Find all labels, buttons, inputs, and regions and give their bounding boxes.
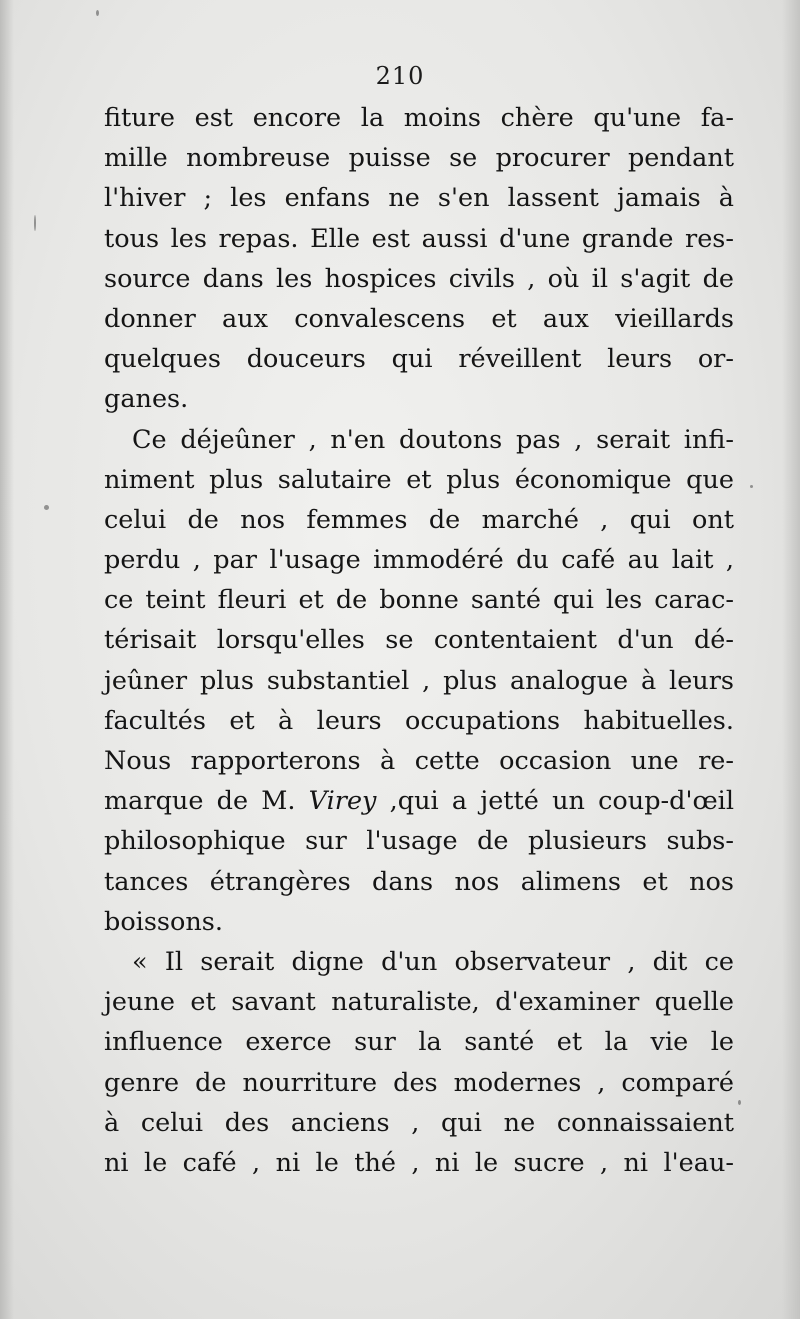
text-line: facultés et à leurs occupations habituelles. xyxy=(104,705,734,736)
text-line-virey xyxy=(104,781,734,821)
text-line: celui de nos femmes de marché , qui ont xyxy=(104,504,734,535)
text-line: Nous rapporterons à cette occasion une re- xyxy=(104,746,734,776)
text-line: l'hiver ; les enfans ne s'en lassent jamais à xyxy=(104,183,734,214)
text-line: influence exerce sur la santé et la vie le xyxy=(104,1027,734,1058)
text-line: perdu , par l'usage immodéré du café au lait , xyxy=(104,545,734,576)
paper-speck xyxy=(44,505,49,510)
text-line: Ce déjeûner , n'en doutons pas , serait infi- xyxy=(132,424,734,455)
paper-speck xyxy=(96,10,99,16)
page-shadow-right xyxy=(782,0,800,1319)
text-line: fiture est encore la moins chère qu'une fa- xyxy=(104,103,734,133)
page-number: 210 xyxy=(375,62,425,90)
paper-speck xyxy=(750,485,753,488)
text-line: ganes. xyxy=(104,384,189,415)
text-line: ce teint fleuri et de bonne santé qui les carac- xyxy=(104,585,734,616)
text-line: à celui des anciens , qui ne connaissaient xyxy=(104,1107,734,1138)
text-segment: marque de M. xyxy=(104,786,309,817)
text-line: philosophique sur l'usage de plusieurs subs- xyxy=(104,826,734,857)
text-line: mille nombreuse puisse se procurer pendant xyxy=(104,143,734,174)
text-line: genre de nourriture des modernes , comparé xyxy=(104,1067,734,1098)
paper-speck xyxy=(738,1100,741,1105)
paper-speck xyxy=(34,215,36,231)
body-text xyxy=(104,98,734,1183)
author-name-italic: Virey xyxy=(308,786,377,817)
text-line: source dans les hospices civils , où il s'agit de xyxy=(104,263,734,294)
text-line: jeûner plus substantiel , plus analogue à leurs xyxy=(104,665,734,696)
text-line: niment plus salutaire et plus économique que xyxy=(104,464,734,495)
text-line: ni le café , ni le thé , ni le sucre , ni l'eau- xyxy=(104,1147,734,1178)
page-shadow-left xyxy=(0,0,14,1319)
text-line: quelques douceurs qui réveillent leurs or- xyxy=(104,344,734,375)
text-line: tances étrangères dans nos alimens et nos xyxy=(104,866,734,897)
text-segment: ,qui a jetté un coup-d'œil xyxy=(376,786,734,817)
text-line: tous les repas. Elle est aussi d'une grande res- xyxy=(104,223,734,254)
text-line: térisait lorsqu'elles se contentaient d'un dé- xyxy=(104,625,734,656)
text-line: jeune et savant naturaliste, d'examiner quelle xyxy=(104,987,734,1018)
text-line: boissons. xyxy=(104,906,223,937)
text-line: donner aux convalescens et aux vieillards xyxy=(104,303,734,334)
text-line: « Il serait digne d'un observateur , dit ce xyxy=(132,946,734,977)
